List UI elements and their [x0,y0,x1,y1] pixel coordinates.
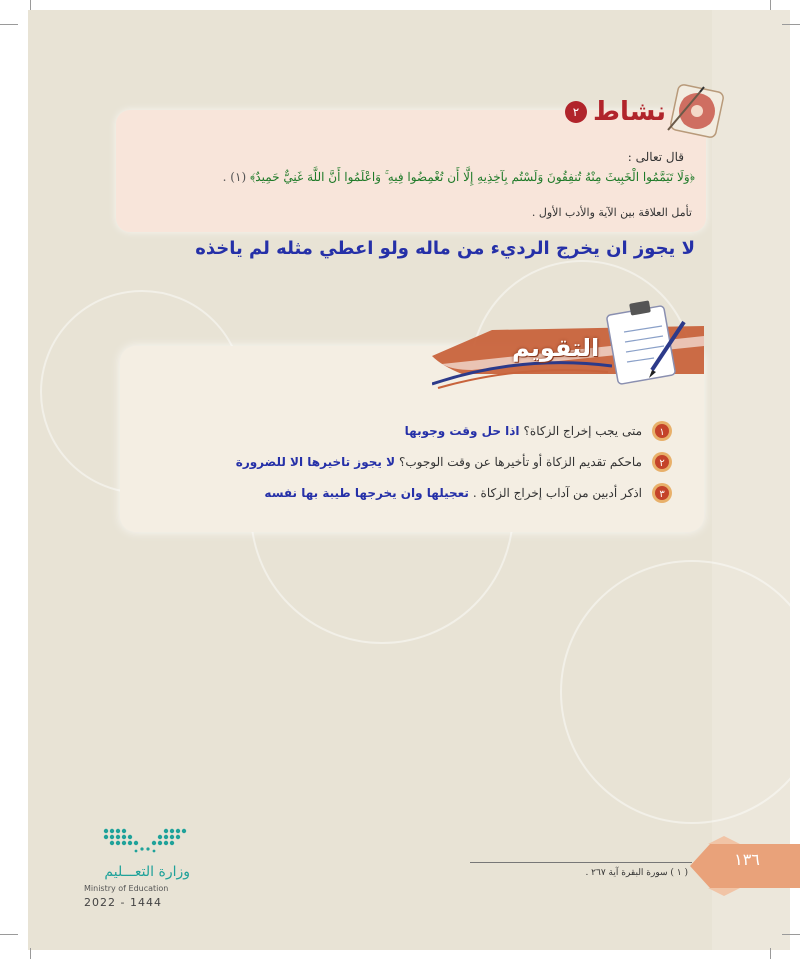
ministry-logo-icon [100,825,190,859]
question-text: ماحكم تقديم الزكاة أو تأخيرها عن وقت الوجوب؟ [399,455,642,469]
activity-title: نشاط [593,97,666,127]
crop-mark [770,0,771,10]
clipboard-pen-icon [594,292,694,388]
footnote: ( ١ ) سورة البقرة آية ٢٦٧ . [585,868,688,878]
activity-instruction: تأمل العلاقة بين الآية والأدب الأول . [531,206,692,219]
question-row [236,450,674,474]
verse-reference: (١) . [222,170,247,184]
crop-mark [0,934,18,935]
ministry-name-arabic: وزارة التعـــليم [104,864,190,880]
question-text: متى يجب إخراج الزكاة؟ [523,424,642,438]
evaluation-title: التقويم [512,334,600,362]
crop-mark [0,24,18,25]
crop-mark [782,934,800,935]
activity-ornament-icon [660,78,730,140]
activity-number-badge: ٢ [565,101,587,123]
crop-mark [770,948,771,959]
question-text: اذكر أدبين من آداب إخراج الزكاة . [472,486,642,500]
crop-mark [782,24,800,25]
crop-mark [30,948,31,959]
quran-verse [95,170,695,185]
evaluation-swoosh [432,360,612,390]
question-number-icon [650,451,674,473]
question-row [264,481,674,505]
edition-year: 2022 - 1444 [84,896,162,909]
verse-text: ﴿وَلَا تَيَمَّمُوا الْخَبِيثَ مِنْهُ تُنفِقُونَ وَلَسْتُم بِآخِذِيهِ إِلَّا أَن تُغْمِضُوا فِيهِ ۚ وَاعْلَمُوا أَنَّ اللَّهَ غَنِيٌّ حَمِيدٌ﴾ [249,170,695,184]
activity-answer: لا يجوز ان يخرج الرديء من ماله ولو اعطي مثله لم ياخذه [195,238,695,259]
crop-mark [30,0,31,10]
question-row [405,419,674,443]
question-answer: اذا حل وقت وجوبها [404,424,520,438]
activity-header [565,97,666,127]
page-number: ١٣٦ [734,850,760,869]
verse-intro: قال تعالى : [627,150,684,164]
ministry-name-english: Ministry of Education [84,884,169,893]
footnote-divider [470,862,692,863]
question-number-icon [650,420,674,442]
svg-text:١: ١ [659,427,665,438]
question-answer: لا يجوز تاخيرها الا للضرورة [235,455,396,469]
question-answer: تعجيلها وان يخرجها طيبة بها نفسه [264,486,469,500]
svg-text:٣: ٣ [659,489,665,500]
question-number-icon [650,482,674,504]
svg-text:٢: ٢ [659,458,665,469]
